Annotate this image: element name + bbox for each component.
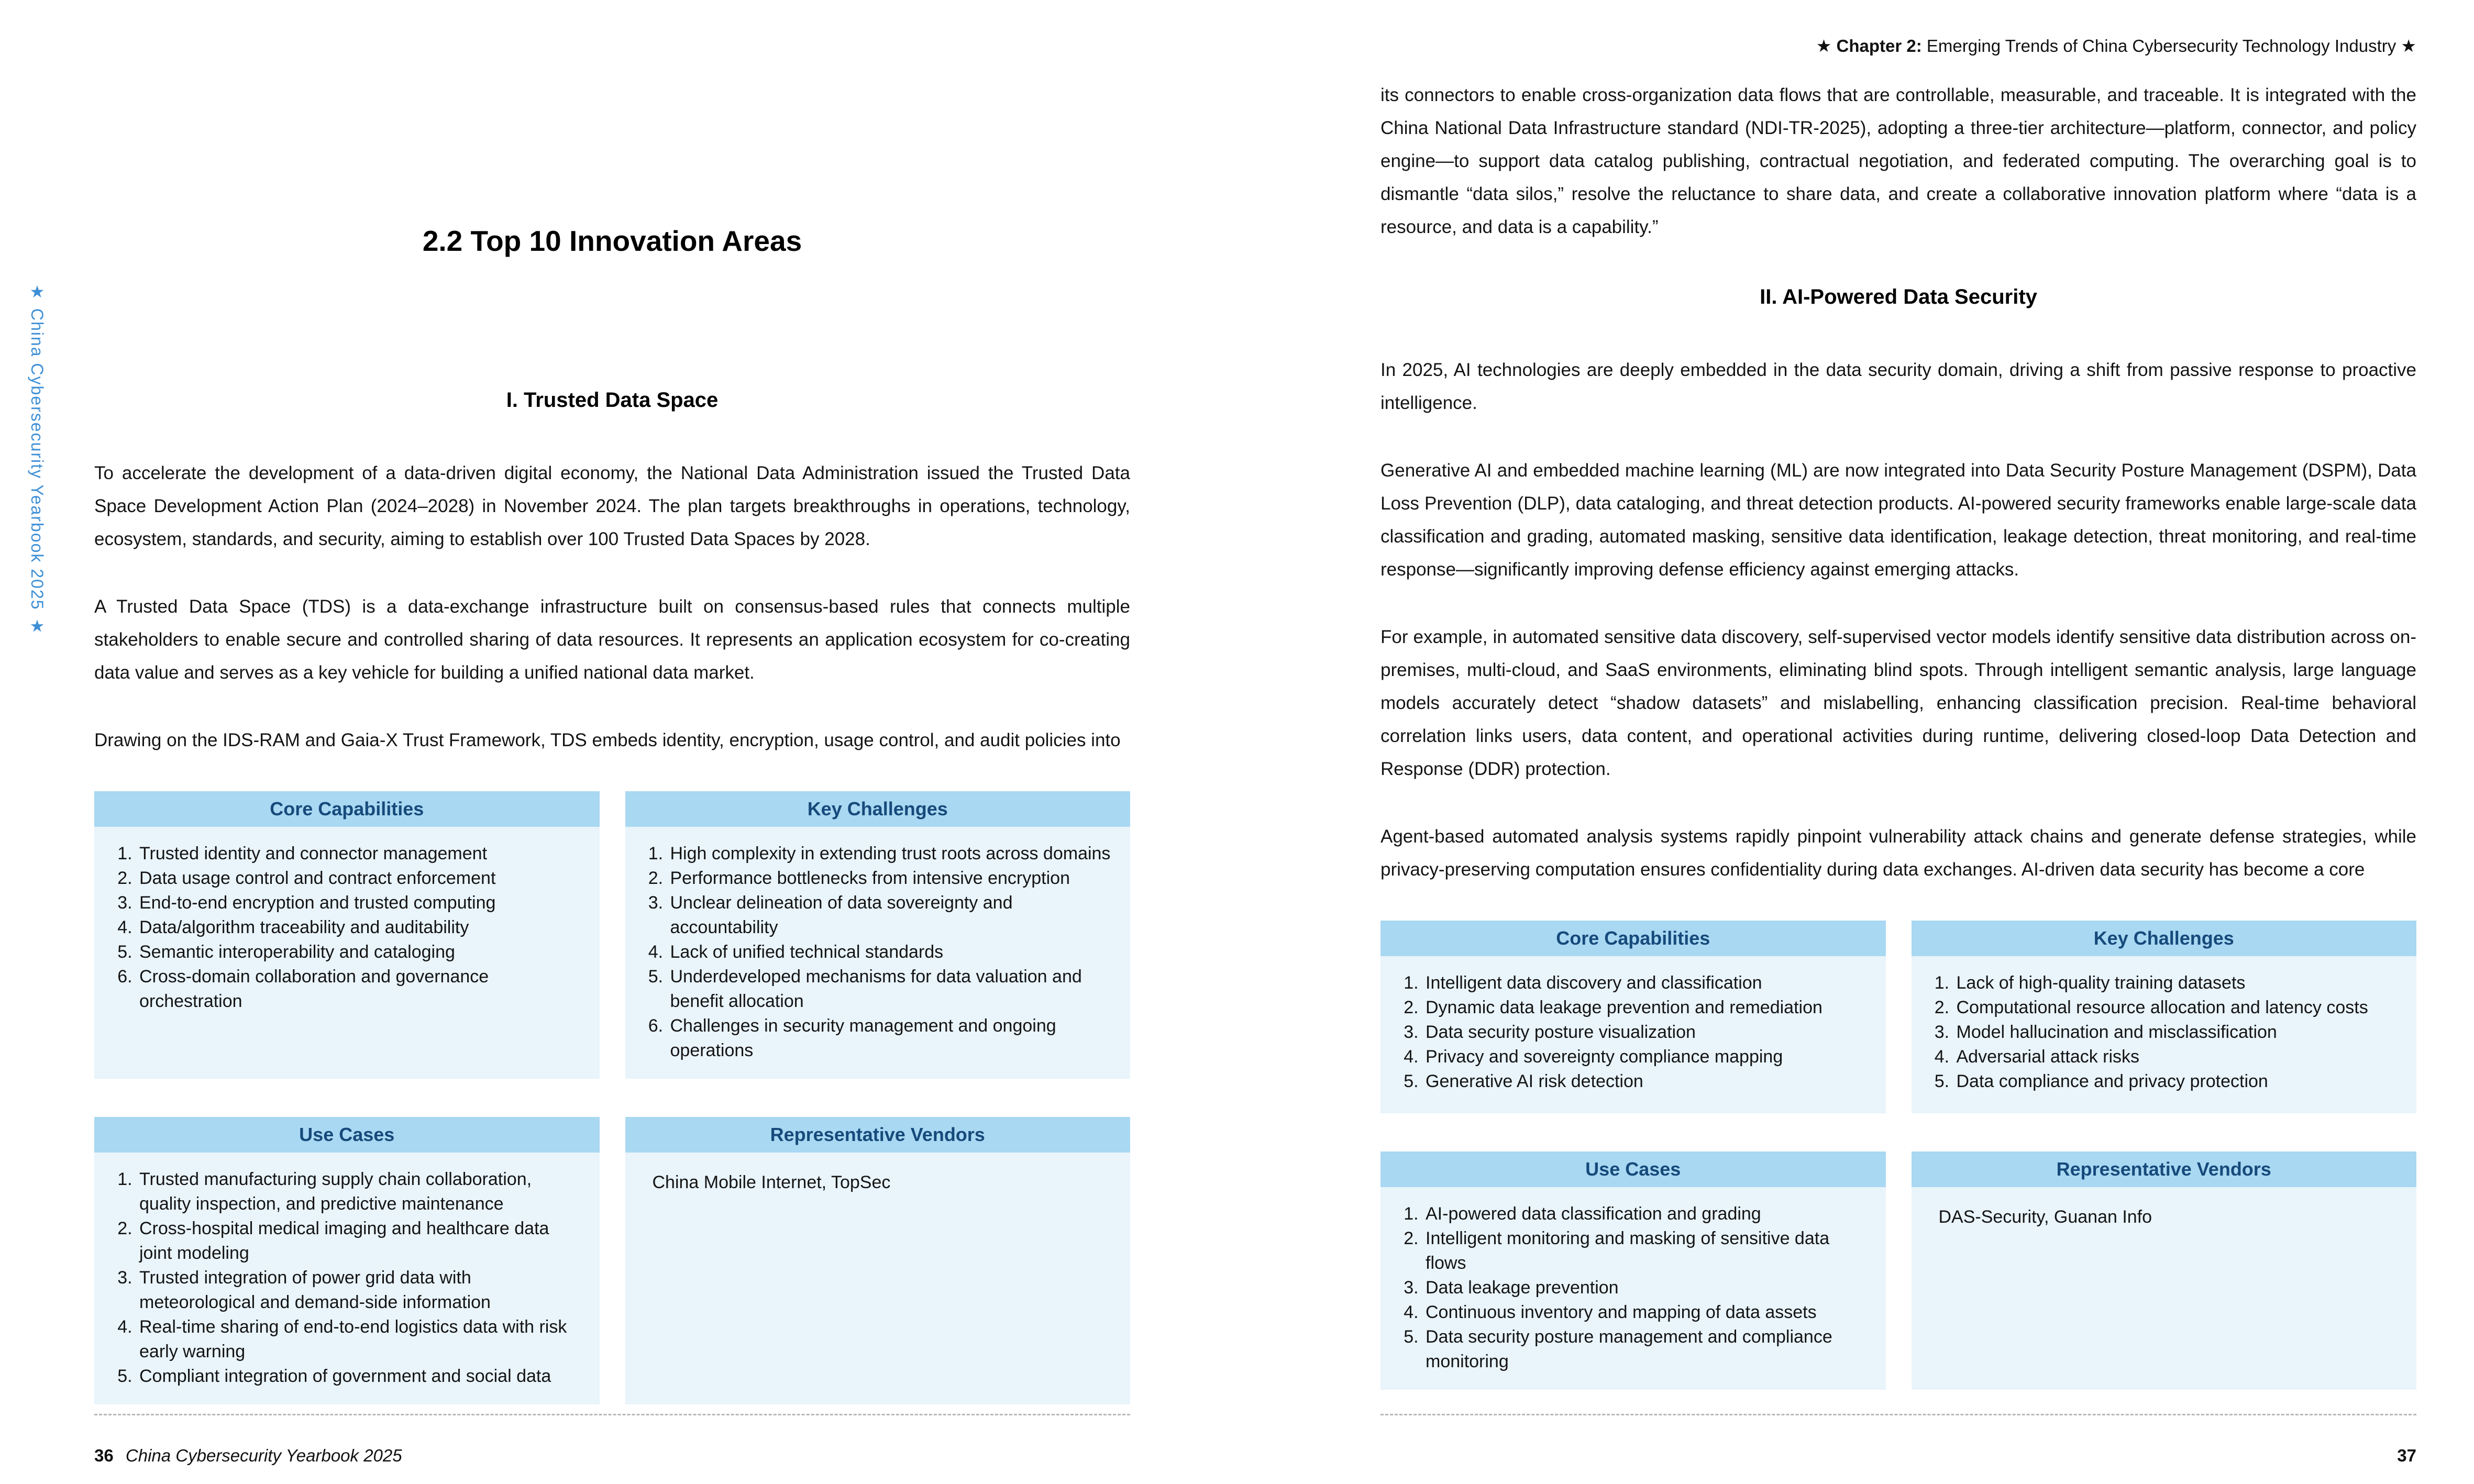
list-item: 2. Intelligent monitoring and masking of sensitive data flows [1423,1226,1870,1276]
list-item: 3. Unclear delineation of data sovereignty and accountability [668,891,1115,940]
list-item: 4. Continuous inventory and mapping of data assets [1423,1300,1870,1325]
list-item: 1. Intelligent data discovery and classification [1423,971,1870,995]
box-header: Key Challenges [625,791,1131,827]
paragraph: Generative AI and embedded machine learning (ML) are now integrated into Data Security Posture Management (DSPM), Data Loss Prevention (DLP), data cataloging, and threat detection products. AI-powered security frameworks enable large-scale data classification and grading, automated masking, sensitive data identification, leakage detection, threat monitoring, and real-time response—significantly improving defense efficiency against emerging attacks. [1380,460,2416,580]
list-item: 2. Cross-hospital medical imaging and healthcare data joint modeling [137,1216,584,1266]
box-body [94,827,600,1079]
chapter-title: Emerging Trends of China Cybersecurity Technology Industry [1926,36,2396,56]
left-page-footer [94,1414,1130,1466]
list-item: 5. Semantic interoperability and cataloging [137,940,584,965]
box-row [1380,1151,2416,1390]
box-header: Core Capabilities [94,791,600,827]
key-challenges-list [1925,971,2401,1094]
box-body [625,1153,1131,1404]
key-challenges-box [625,791,1131,1079]
core-capabilities-box [94,791,600,1079]
box-header: Key Challenges [1912,921,2417,956]
list-item: 4. Real-time sharing of end-to-end logistics data with risk early warning [137,1315,584,1364]
core-capabilities-list [108,841,584,1014]
box-row [94,1117,1130,1404]
paragraph: For example, in automated sensitive data discovery, self-supervised vector models identify sensitive data distribution across on-premises, multi-cloud, and SaaS environments, eliminating blind spots. Through intelligent semantic analysis, large language models accurately detect “shadow datasets” and mislabelling, enhancing classification precision. Real-time behavioral correlation links users, data content, and operational activities during runtime, delivering closed-loop Data Detection and Response (DDR) protection. [1380,627,2416,779]
key-challenges-list [639,841,1115,1063]
list-item: 2. Computational resource allocation and latency costs [1954,995,2401,1020]
box-body [625,827,1131,1079]
spine-vertical-text: ★ China Cybersecurity Yearbook 2025 ★ [28,282,47,637]
list-item: 4. Privacy and sovereignty compliance mapping [1423,1045,1870,1069]
list-item: 2. Data usage control and contract enforcement [137,866,584,891]
paragraph: Drawing on the IDS-RAM and Gaia-X Trust Framework, TDS embeds identity, encryption, usage control, and audit policies into [94,730,1121,750]
list-item: 6. Cross-domain collaboration and governance orchestration [137,965,584,1014]
list-item: 4. Adversarial attack risks [1954,1045,2401,1069]
list-item: 1. High complexity in extending trust roots across domains [668,841,1115,866]
box-body [1380,1187,1886,1390]
list-item: 3. Model hallucination and misclassification [1954,1020,2401,1045]
box-header: Representative Vendors [625,1117,1131,1153]
list-item: 4. Lack of unified technical standards [668,940,1115,965]
section-heading-trusted-data-space: I. Trusted Data Space [506,389,719,412]
box-row [94,791,1130,1079]
list-item: 1. Trusted identity and connector management [137,841,584,866]
left-page [94,0,1130,1484]
list-item: 1. Trusted manufacturing supply chain collaboration, quality inspection, and predictive maintenance [137,1167,584,1216]
list-item: 3. Data leakage prevention [1423,1276,1870,1300]
core-capabilities-list [1394,971,1870,1094]
use-cases-box [1380,1151,1886,1390]
list-item: 5. Data security posture management and compliance monitoring [1423,1325,1870,1374]
vendor-names: China Mobile Internet, TopSec [652,1172,891,1192]
use-cases-list [108,1167,584,1389]
box-header: Use Cases [1380,1151,1886,1187]
list-item: 5. Underdeveloped mechanisms for data valuation and benefit allocation [668,965,1115,1014]
right-page [1380,0,2416,1484]
section-heading-ai-powered-data-security: II. AI-Powered Data Security [1760,285,2037,308]
box-row [1380,921,2416,1113]
core-capabilities-box [1380,921,1886,1113]
representative-vendors-box [625,1117,1131,1404]
list-item: 4. Data/algorithm traceability and auditability [137,915,584,940]
list-item: 1. Lack of high-quality training datasets [1954,971,2401,995]
vendor-names: DAS-Security, Guanan Info [1938,1207,2152,1227]
paragraph: Agent-based automated analysis systems rapidly pinpoint vulnerability attack chains and generate defense strategies, while privacy-preserving computation ensures confidentiality during data exchanges. AI-driven data security has become a core [1380,826,2416,880]
key-challenges-box [1912,921,2417,1113]
page-number: 36 [94,1446,114,1465]
right-page-footer [1380,1414,2416,1466]
list-item: 5. Generative AI risk detection [1423,1069,1870,1094]
book-title: China Cybersecurity Yearbook 2025 [125,1446,402,1465]
header-star-left: ★ [1816,36,1832,56]
page-title: 2.2 Top 10 Innovation Areas [422,225,802,257]
list-item: 3. Data security posture visualization [1423,1020,1870,1045]
box-header: Representative Vendors [1912,1151,2417,1187]
representative-vendors-box [1912,1151,2417,1390]
trusted-data-space-boxes [94,791,1130,1404]
list-item: 1. AI-powered data classification and grading [1423,1202,1870,1226]
box-body [1912,956,2417,1113]
box-header: Use Cases [94,1117,600,1153]
list-item: 2. Performance bottlenecks from intensive encryption [668,866,1115,891]
paragraph: In 2025, AI technologies are deeply embedded in the data security domain, driving a shift from passive response to proactive intelligence. [1380,360,2416,413]
box-body [94,1153,600,1404]
use-cases-list [1394,1202,1870,1374]
list-item: 5. Data compliance and privacy protection [1954,1069,2401,1094]
list-item: 3. Trusted integration of power grid data with meteorological and demand-side information [137,1266,584,1315]
ai-data-security-boxes [1380,921,2416,1390]
box-body [1912,1187,2417,1390]
header-star-right: ★ [2401,36,2416,56]
paragraph: To accelerate the development of a data-driven digital economy, the National Data Administration issued the Trusted Data Space Development Action Plan (2024–2028) in November 2024. The plan targets breakthroughs in operations, technology, ecosystem, standards, and security, aiming to establish over 100 Trusted Data Spaces by 2028. [94,463,1130,549]
chapter-label: Chapter 2: [1836,36,1922,56]
list-item: 5. Compliant integration of government and social data [137,1364,584,1389]
box-body [1380,956,1886,1113]
paragraph: A Trusted Data Space (TDS) is a data-exchange infrastructure built on consensus-based rules that connects multiple stakeholders to enable secure and controlled sharing of data resources. It represents an application ecosystem for co-creating data value and serves as a key vehicle for building a unified national data market. [94,596,1130,683]
paragraph: its connectors to enable cross-organization data flows that are controllable, measurable, and traceable. It is integrated with the China National Data Infrastructure standard (NDI-TR-2025), adopting a three-tier architecture—platform, connector, and policy engine—to support data catalog publishing, contractual negotiation, and federated computing. The overarching goal is to dismantle “data silos,” resolve the reluctance to share data, and create a collaborative innovation platform where “data is a resource, and data is a capability.” [1380,85,2416,237]
list-item: 3. End-to-end encryption and trusted computing [137,891,584,915]
list-item: 2. Dynamic data leakage prevention and remediation [1423,995,1870,1020]
use-cases-box [94,1117,600,1404]
page-number: 37 [2397,1446,2416,1465]
box-header: Core Capabilities [1380,921,1886,956]
list-item: 6. Challenges in security management and ongoing operations [668,1014,1115,1063]
